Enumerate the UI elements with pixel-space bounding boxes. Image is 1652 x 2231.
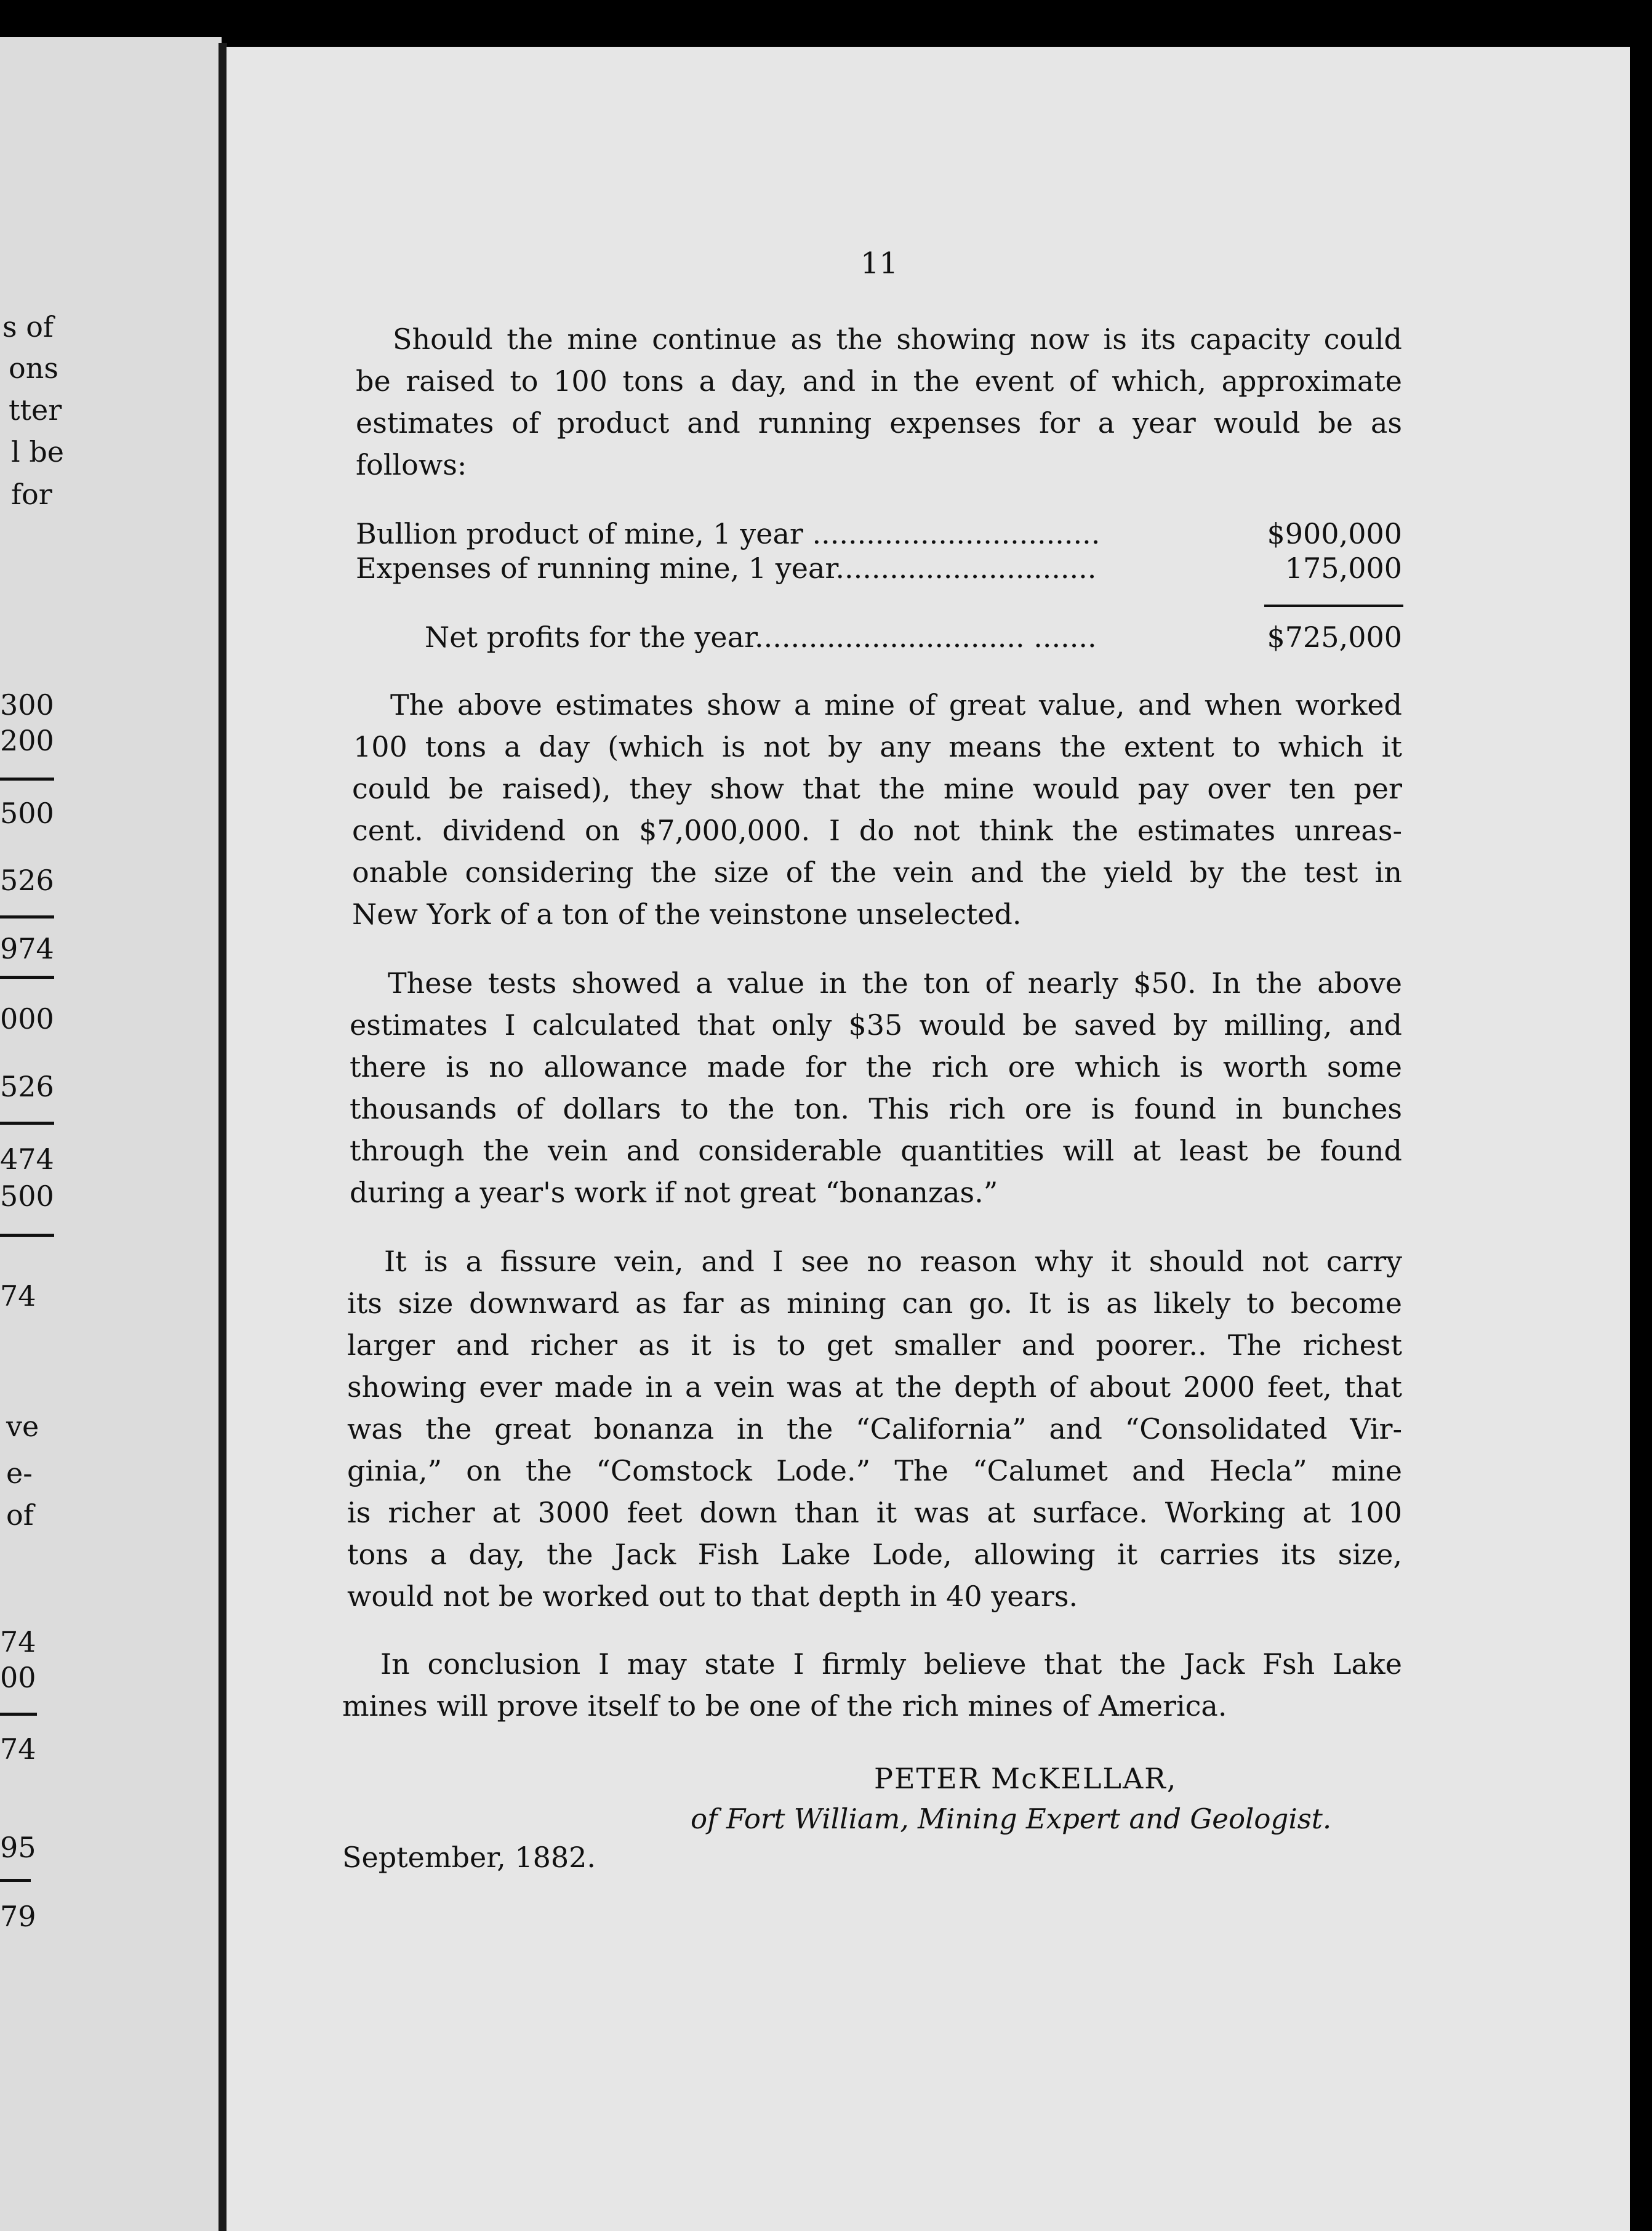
left-fragment: l be bbox=[11, 435, 65, 468]
text-line: tons a day, the Jack Fish Lake Lode, allowing it carries its size, bbox=[347, 1538, 1402, 1571]
text-line: In conclusion I may state I firmly believe that the Jack Fsh Lake bbox=[380, 1647, 1402, 1681]
left-fragment: 74 bbox=[0, 1732, 36, 1766]
text-line: be raised to 100 tons a day, and in the event of which, approximate bbox=[356, 364, 1402, 398]
left-fragment: 500 bbox=[0, 797, 54, 830]
left-fragment: 95 bbox=[0, 1831, 36, 1864]
table-row bbox=[356, 552, 1402, 586]
left-fragment: 200 bbox=[0, 724, 54, 757]
left-rule bbox=[0, 976, 54, 979]
text-line: there is no allowance made for the rich ore which is worth some bbox=[350, 1050, 1402, 1083]
book-binding bbox=[219, 43, 227, 2231]
signature-name: PETER McKELLAR, bbox=[874, 1762, 1177, 1795]
left-rule bbox=[0, 1879, 31, 1882]
left-rule bbox=[0, 1122, 54, 1125]
text-line: thousands of dollars to the ton. This rich ore is found in bunches bbox=[350, 1092, 1402, 1125]
text-line: would not be worked out to that depth in 40 years. bbox=[347, 1580, 1078, 1613]
row-label: Expenses of running mine, 1 year............................. bbox=[356, 552, 1097, 585]
left-fragment: 474 bbox=[0, 1143, 54, 1176]
scan-border bbox=[0, 0, 1652, 43]
total-label: Net profits for the year.............................. ....... bbox=[425, 621, 1097, 654]
left-fragment: 74 bbox=[0, 1279, 36, 1312]
text-line: its size downward as far as mining can go. It is as likely to become bbox=[347, 1287, 1402, 1320]
signature-title: of Fort William, Mining Expert and Geologist. bbox=[691, 1803, 1332, 1835]
text-line: estimates I calculated that only $35 would be saved by milling, and bbox=[350, 1008, 1402, 1042]
table-row bbox=[356, 517, 1402, 552]
left-rule bbox=[0, 1234, 54, 1237]
left-fragment: 500 bbox=[0, 1180, 54, 1213]
left-page-fragment bbox=[0, 37, 222, 2231]
text-line: 100 tons a day (which is not by any means the extent to which it bbox=[353, 730, 1402, 763]
left-fragment: ve bbox=[6, 1410, 39, 1443]
text-line: was the great bonanza in the “California” and “Consolidated Vir- bbox=[347, 1412, 1402, 1445]
document-date: September, 1882. bbox=[342, 1841, 596, 1874]
total-amount: $725,000 bbox=[1267, 621, 1402, 654]
left-fragment: e- bbox=[6, 1457, 33, 1490]
text-line: mines will prove itself to be one of the rich mines of America. bbox=[342, 1689, 1227, 1722]
left-fragment: 526 bbox=[0, 1070, 54, 1103]
text-line: These tests showed a value in the ton of nearly $50. In the above bbox=[388, 967, 1402, 1000]
left-fragment: for bbox=[11, 478, 52, 511]
left-rule bbox=[0, 915, 54, 919]
text-line: Should the mine continue as the showing now is its capacity could bbox=[393, 323, 1402, 356]
left-fragment: ons bbox=[9, 352, 58, 385]
text-line: The above estimates show a mine of great value, and when worked bbox=[390, 688, 1402, 722]
scan-edge bbox=[1630, 43, 1652, 2231]
text-line: estimates of product and running expenses for a year would be as bbox=[356, 406, 1402, 440]
row-amount: $900,000 bbox=[1267, 517, 1402, 550]
text-line: through the vein and considerable quantities will at least be found bbox=[350, 1134, 1402, 1167]
row-label: Bullion product of mine, 1 year ................................ bbox=[356, 517, 1101, 550]
text-line: It is a fissure vein, and I see no reason why it should not carry bbox=[384, 1245, 1402, 1278]
page-number: 11 bbox=[860, 246, 899, 281]
left-fragment: 526 bbox=[0, 864, 54, 897]
text-line: onable considering the size of the vein and the yield by the test in bbox=[352, 856, 1402, 889]
left-fragment: 974 bbox=[0, 932, 54, 965]
left-rule bbox=[0, 778, 54, 781]
text-line: cent. dividend on $7,000,000. I do not think the estimates unreas- bbox=[352, 814, 1402, 847]
left-fragment: of bbox=[6, 1498, 34, 1532]
left-fragment: 300 bbox=[0, 688, 54, 722]
text-line: during a year's work if not great “bonanzas.” bbox=[350, 1176, 998, 1209]
text-line: follows: bbox=[356, 448, 467, 481]
text-line: ginia,” on the “Comstock Lode.” The “Calumet and Hecla” mine bbox=[347, 1454, 1402, 1487]
left-fragment: 79 bbox=[0, 1900, 36, 1933]
left-fragment: s of bbox=[2, 310, 54, 344]
total-rule bbox=[1264, 605, 1403, 607]
text-line: showing ever made in a vein was at the depth of about 2000 feet, that bbox=[347, 1370, 1402, 1404]
text-line: is richer at 3000 feet down than it was at surface. Working at 100 bbox=[347, 1496, 1402, 1529]
row-amount: 175,000 bbox=[1285, 552, 1402, 585]
document-page bbox=[227, 47, 1630, 2231]
left-fragment: 00 bbox=[0, 1661, 36, 1694]
text-line: larger and richer as it is to get smaller and poorer.. The richest bbox=[347, 1329, 1402, 1362]
text-line: New York of a ton of the veinstone unselected. bbox=[352, 898, 1022, 931]
left-rule bbox=[0, 1713, 37, 1716]
text-line: could be raised), they show that the mine would pay over ten per bbox=[352, 772, 1402, 805]
total-row bbox=[425, 621, 1402, 655]
left-fragment: 74 bbox=[0, 1625, 36, 1658]
left-fragment: tter bbox=[9, 393, 62, 427]
left-fragment: 000 bbox=[0, 1002, 54, 1035]
